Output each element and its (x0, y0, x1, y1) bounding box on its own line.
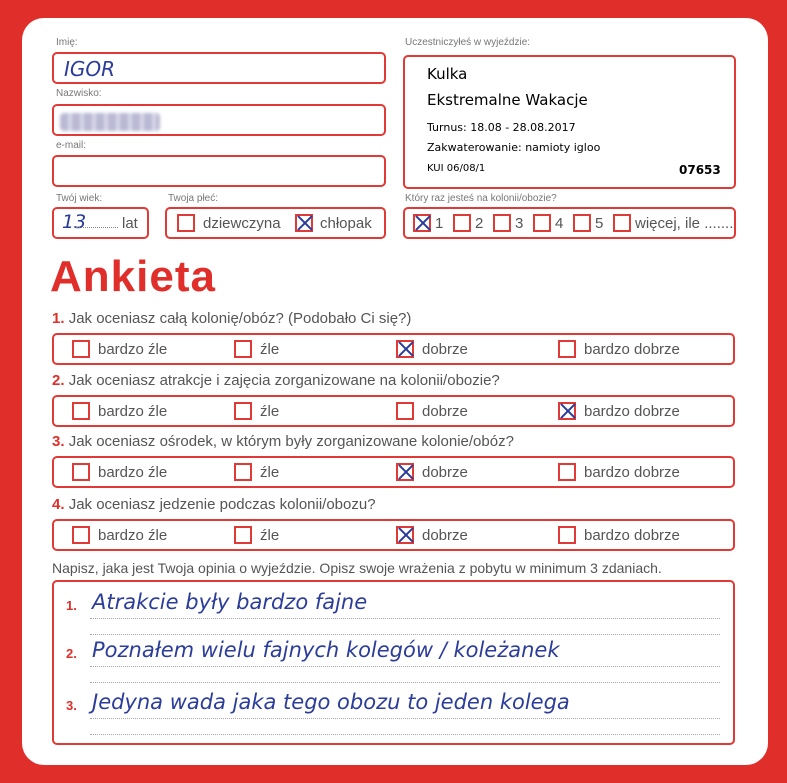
rating-checkbox[interactable] (396, 402, 414, 420)
gender-checkbox-boy[interactable] (295, 214, 313, 232)
opinion-writing-line (90, 634, 720, 635)
surname-label: Nazwisko: (56, 88, 102, 99)
times-checkbox-3[interactable] (493, 214, 511, 232)
email-field[interactable] (52, 155, 386, 187)
rating-checkbox[interactable] (396, 526, 414, 544)
age-label: Twój wiek: (56, 193, 103, 204)
trip-line1: Kulka (427, 65, 468, 83)
question-4-answers (52, 519, 735, 551)
rating-checkbox[interactable] (234, 526, 252, 544)
rating-checkbox[interactable] (396, 463, 414, 481)
gender-field (165, 207, 386, 239)
times-checkbox-5[interactable] (573, 214, 591, 232)
rating-option-label: bardzo dobrze (584, 403, 680, 420)
question-3-answers (52, 456, 735, 488)
name-label: Imię: (56, 37, 78, 48)
rating-checkbox[interactable] (72, 402, 90, 420)
opinion-number: 2. (66, 646, 77, 661)
question-number: 3. (52, 433, 65, 450)
times-label: Który raz jesteś na kolonii/obozie? (405, 193, 557, 204)
times-checkbox-more[interactable] (613, 214, 631, 232)
rating-option-label: bardzo dobrze (584, 527, 680, 544)
age-field[interactable] (52, 207, 149, 239)
times-field (403, 207, 736, 239)
question-text: Jak oceniasz atrakcje i zajęcia zorganizowane na kolonii/obozie? (68, 372, 500, 389)
rating-option-label: bardzo źle (98, 403, 168, 420)
opinion-number: 3. (66, 698, 77, 713)
trip-turnus: Turnus: 18.08 - 28.08.2017 (427, 121, 576, 134)
question-number: 4. (52, 496, 65, 513)
rating-option-label: źle (260, 527, 280, 544)
gender-checkbox-girl[interactable] (177, 214, 195, 232)
rating-option-label: źle (260, 341, 280, 358)
opinion-writing-line (90, 718, 720, 719)
trip-line2: Ekstremalne Wakacje (427, 91, 588, 109)
name-field[interactable] (52, 52, 386, 84)
rating-option-label: bardzo dobrze (584, 341, 680, 358)
rating-checkbox[interactable] (72, 463, 90, 481)
times-checkbox-4[interactable] (533, 214, 551, 232)
surname-blurred-value (60, 113, 160, 131)
email-label: e-mail: (56, 140, 87, 151)
opinion-text: Atrakcie były bardzo fajne (92, 590, 368, 614)
rating-option-label: źle (260, 464, 280, 481)
times-checkbox-1[interactable] (413, 214, 431, 232)
question-text: Jak oceniasz jedzenie podczas kolonii/obozu? (68, 496, 376, 513)
rating-checkbox[interactable] (72, 526, 90, 544)
age-dots (76, 227, 118, 228)
rating-checkbox[interactable] (558, 463, 576, 481)
rating-option-label: bardzo źle (98, 527, 168, 544)
times-option-5: 5 (595, 215, 604, 232)
opinion-writing-line (90, 618, 720, 619)
trip-number: 07653 (679, 163, 721, 177)
gender-label: Twoja płeć: (168, 193, 219, 204)
age-value: 13 (62, 211, 87, 233)
rating-checkbox[interactable] (72, 340, 90, 358)
times-option-3: 3 (515, 215, 524, 232)
rating-option-label: dobrze (422, 527, 468, 544)
rating-checkbox[interactable] (558, 526, 576, 544)
question-1-text (52, 310, 411, 327)
rating-option-label: dobrze (422, 403, 468, 420)
rating-option-label: dobrze (422, 341, 468, 358)
age-suffix: lat (122, 215, 138, 232)
trip-code: KUI 06/08/1 (427, 163, 486, 174)
question-3-text (52, 433, 514, 450)
opinion-prompt: Napisz, jaka jest Twoja opinia o wyjeździe. Opisz swoje wrażenia z pobytu w minimum 3 zdaniach. (52, 560, 662, 576)
question-text: Jak oceniasz całą kolonię/obóz? (Podobało Ci się?) (68, 310, 412, 327)
rating-checkbox[interactable] (234, 463, 252, 481)
name-value: IGOR (64, 57, 116, 81)
opinion-writing-line (90, 734, 720, 735)
question-number: 1. (52, 310, 65, 327)
rating-checkbox[interactable] (558, 340, 576, 358)
rating-checkbox[interactable] (234, 402, 252, 420)
question-1-answers (52, 333, 735, 365)
question-2-text (52, 372, 500, 389)
rating-option-label: bardzo dobrze (584, 464, 680, 481)
rating-checkbox[interactable] (234, 340, 252, 358)
rating-checkbox[interactable] (558, 402, 576, 420)
times-option-more: więcej, ile ....... (635, 215, 734, 232)
times-option-1: 1 (435, 215, 444, 232)
times-option-4: 4 (555, 215, 564, 232)
rating-option-label: bardzo źle (98, 341, 168, 358)
trip-accommodation: Zakwaterowanie: namioty igloo (427, 141, 601, 154)
opinion-number: 1. (66, 598, 77, 613)
question-number: 2. (52, 372, 65, 389)
question-text: Jak oceniasz ośrodek, w którym były zorganizowane kolonie/obóz? (68, 433, 514, 450)
rating-checkbox[interactable] (396, 340, 414, 358)
rating-option-label: dobrze (422, 464, 468, 481)
opinion-writing-line (90, 682, 720, 683)
opinion-writing-line (90, 666, 720, 667)
times-option-2: 2 (475, 215, 484, 232)
question-2-answers (52, 395, 735, 427)
question-4-text (52, 496, 376, 513)
opinion-text: Poznałem wielu fajnych kolegów / koleżanek (92, 638, 560, 662)
gender-option-girl: dziewczyna (203, 215, 281, 232)
rating-option-label: bardzo źle (98, 464, 168, 481)
survey-title: Ankieta (50, 252, 216, 301)
opinion-text: Jedyna wada jaka tego obozu to jeden kolega (92, 690, 570, 714)
rating-option-label: źle (260, 403, 280, 420)
gender-option-boy: chłopak (320, 215, 372, 232)
times-checkbox-2[interactable] (453, 214, 471, 232)
trip-label: Uczestniczyłeś w wyjeździe: (405, 37, 531, 48)
trip-info-box (403, 55, 736, 189)
